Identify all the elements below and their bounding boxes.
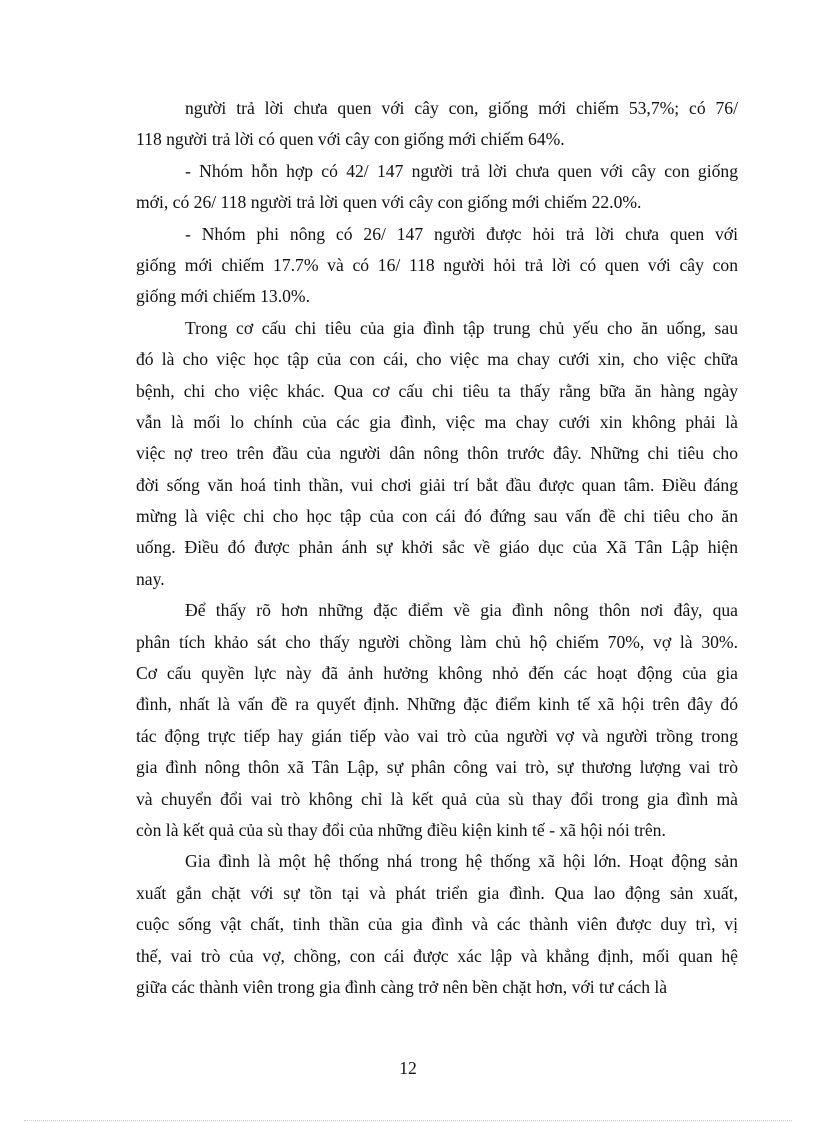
text-line: 118 người trả lời có quen với cây con giống mới chiếm 64%. <box>136 129 565 150</box>
text-line: Để thấy rõ hơn những đặc điểm về gia đình nông thôn nơi đây, qua <box>185 600 738 621</box>
text-line: mừng là việc chi cho học tập của con cái đó đứng sau vấn đề chi tiêu cho ăn <box>136 506 738 527</box>
text-line: giống mới chiếm 13.0%. <box>136 286 310 307</box>
text-line: bệnh, chi cho việc khác. Qua cơ cấu chi tiêu ta thấy rằng bữa ăn hàng ngày <box>136 380 738 401</box>
text-line: người trả lời chưa quen với cây con, giống mới chiếm 53,7%; có 76/ <box>185 98 738 118</box>
text-line: đình, nhất là vấn đề ra quyết định. Những đặc điểm kinh tế xã hội trên đây đó <box>136 694 738 715</box>
text-line: Gia đình là một hệ thống nhá trong hệ thống xã hội lớn. Hoạt động sản <box>185 851 738 872</box>
text-line: vẫn là mối lo chính của các gia đình, việc ma chay cưới xin không phải là <box>136 411 738 432</box>
text-line: phân tích khảo sát cho thấy người chồng làm chủ hộ chiếm 70%, vợ là 30%. <box>136 631 738 652</box>
text-line: nay. <box>136 568 165 589</box>
text-line: đó là cho việc học tập của con cái, cho việc ma chay cưới xin, cho việc chữa <box>136 349 738 370</box>
text-line: cuộc sống vật chất, tinh thần của gia đình và các thành viên được duy trì, vị <box>136 914 738 935</box>
text-line: mới, có 26/ 118 người trả lời quen với cây con giống mới chiếm 22.0%. <box>136 192 642 213</box>
body-text <box>136 93 738 1003</box>
text-line: Trong cơ cấu chi tiêu của gia đình tập trung chủ yếu cho ăn uống, sau <box>185 317 738 338</box>
text-line: và chuyển đổi vai trò không chỉ là kết quả của sù thay đổi trong gia đình mà <box>136 788 738 809</box>
text-line: giữa các thành viên trong gia đình càng trở nên bền chặt hơn, với tư cách là <box>136 976 668 997</box>
text-line: gia đình nông thôn xã Tân Lập, sự phân công vai trò, sự thương lượng vai trò <box>136 757 738 778</box>
footer-dotted-rule <box>24 1120 792 1121</box>
text-line: - Nhóm hỗn hợp có 42/ 147 người trả lời chưa quen với cây con giống <box>185 160 738 181</box>
text-line: đời sống văn hoá tinh thần, vui chơi giải trí bắt đầu được quan tâm. Điều đáng <box>136 474 738 495</box>
text-line: thế, vai trò của vợ, chồng, con cái được xác lập và khẳng định, mối quan hệ <box>136 945 738 966</box>
text-line: xuất gắn chặt với sự tồn tại và phát triển gia đình. Qua lao động sản xuất, <box>136 882 738 903</box>
text-line: - Nhóm phi nông có 26/ 147 người được hỏi trả lời chưa quen với <box>185 223 738 244</box>
text-line: giống mới chiếm 17.7% và có 16/ 118 người hỏi trả lời có quen với cây con <box>136 254 738 275</box>
text-line: Cơ cấu quyền lực này đã ảnh hưởng không nhỏ đến các hoạt động của gia <box>136 663 738 684</box>
text-line: uống. Điều đó được phản ánh sự khởi sắc về giáo dục của Xã Tân Lập hiện <box>136 537 738 558</box>
text-line: tác động trực tiếp hay gián tiếp vào vai trò của người vợ và người trồng trong <box>136 725 738 746</box>
text-line: việc nợ treo trên đầu của người dân nông thôn trước đây. Những chi tiêu cho <box>136 443 738 464</box>
page-number: 12 <box>399 1058 417 1078</box>
text-line: còn là kết quả của sù thay đổi của những điều kiện kinh tế - xã hội nói trên. <box>136 819 666 840</box>
